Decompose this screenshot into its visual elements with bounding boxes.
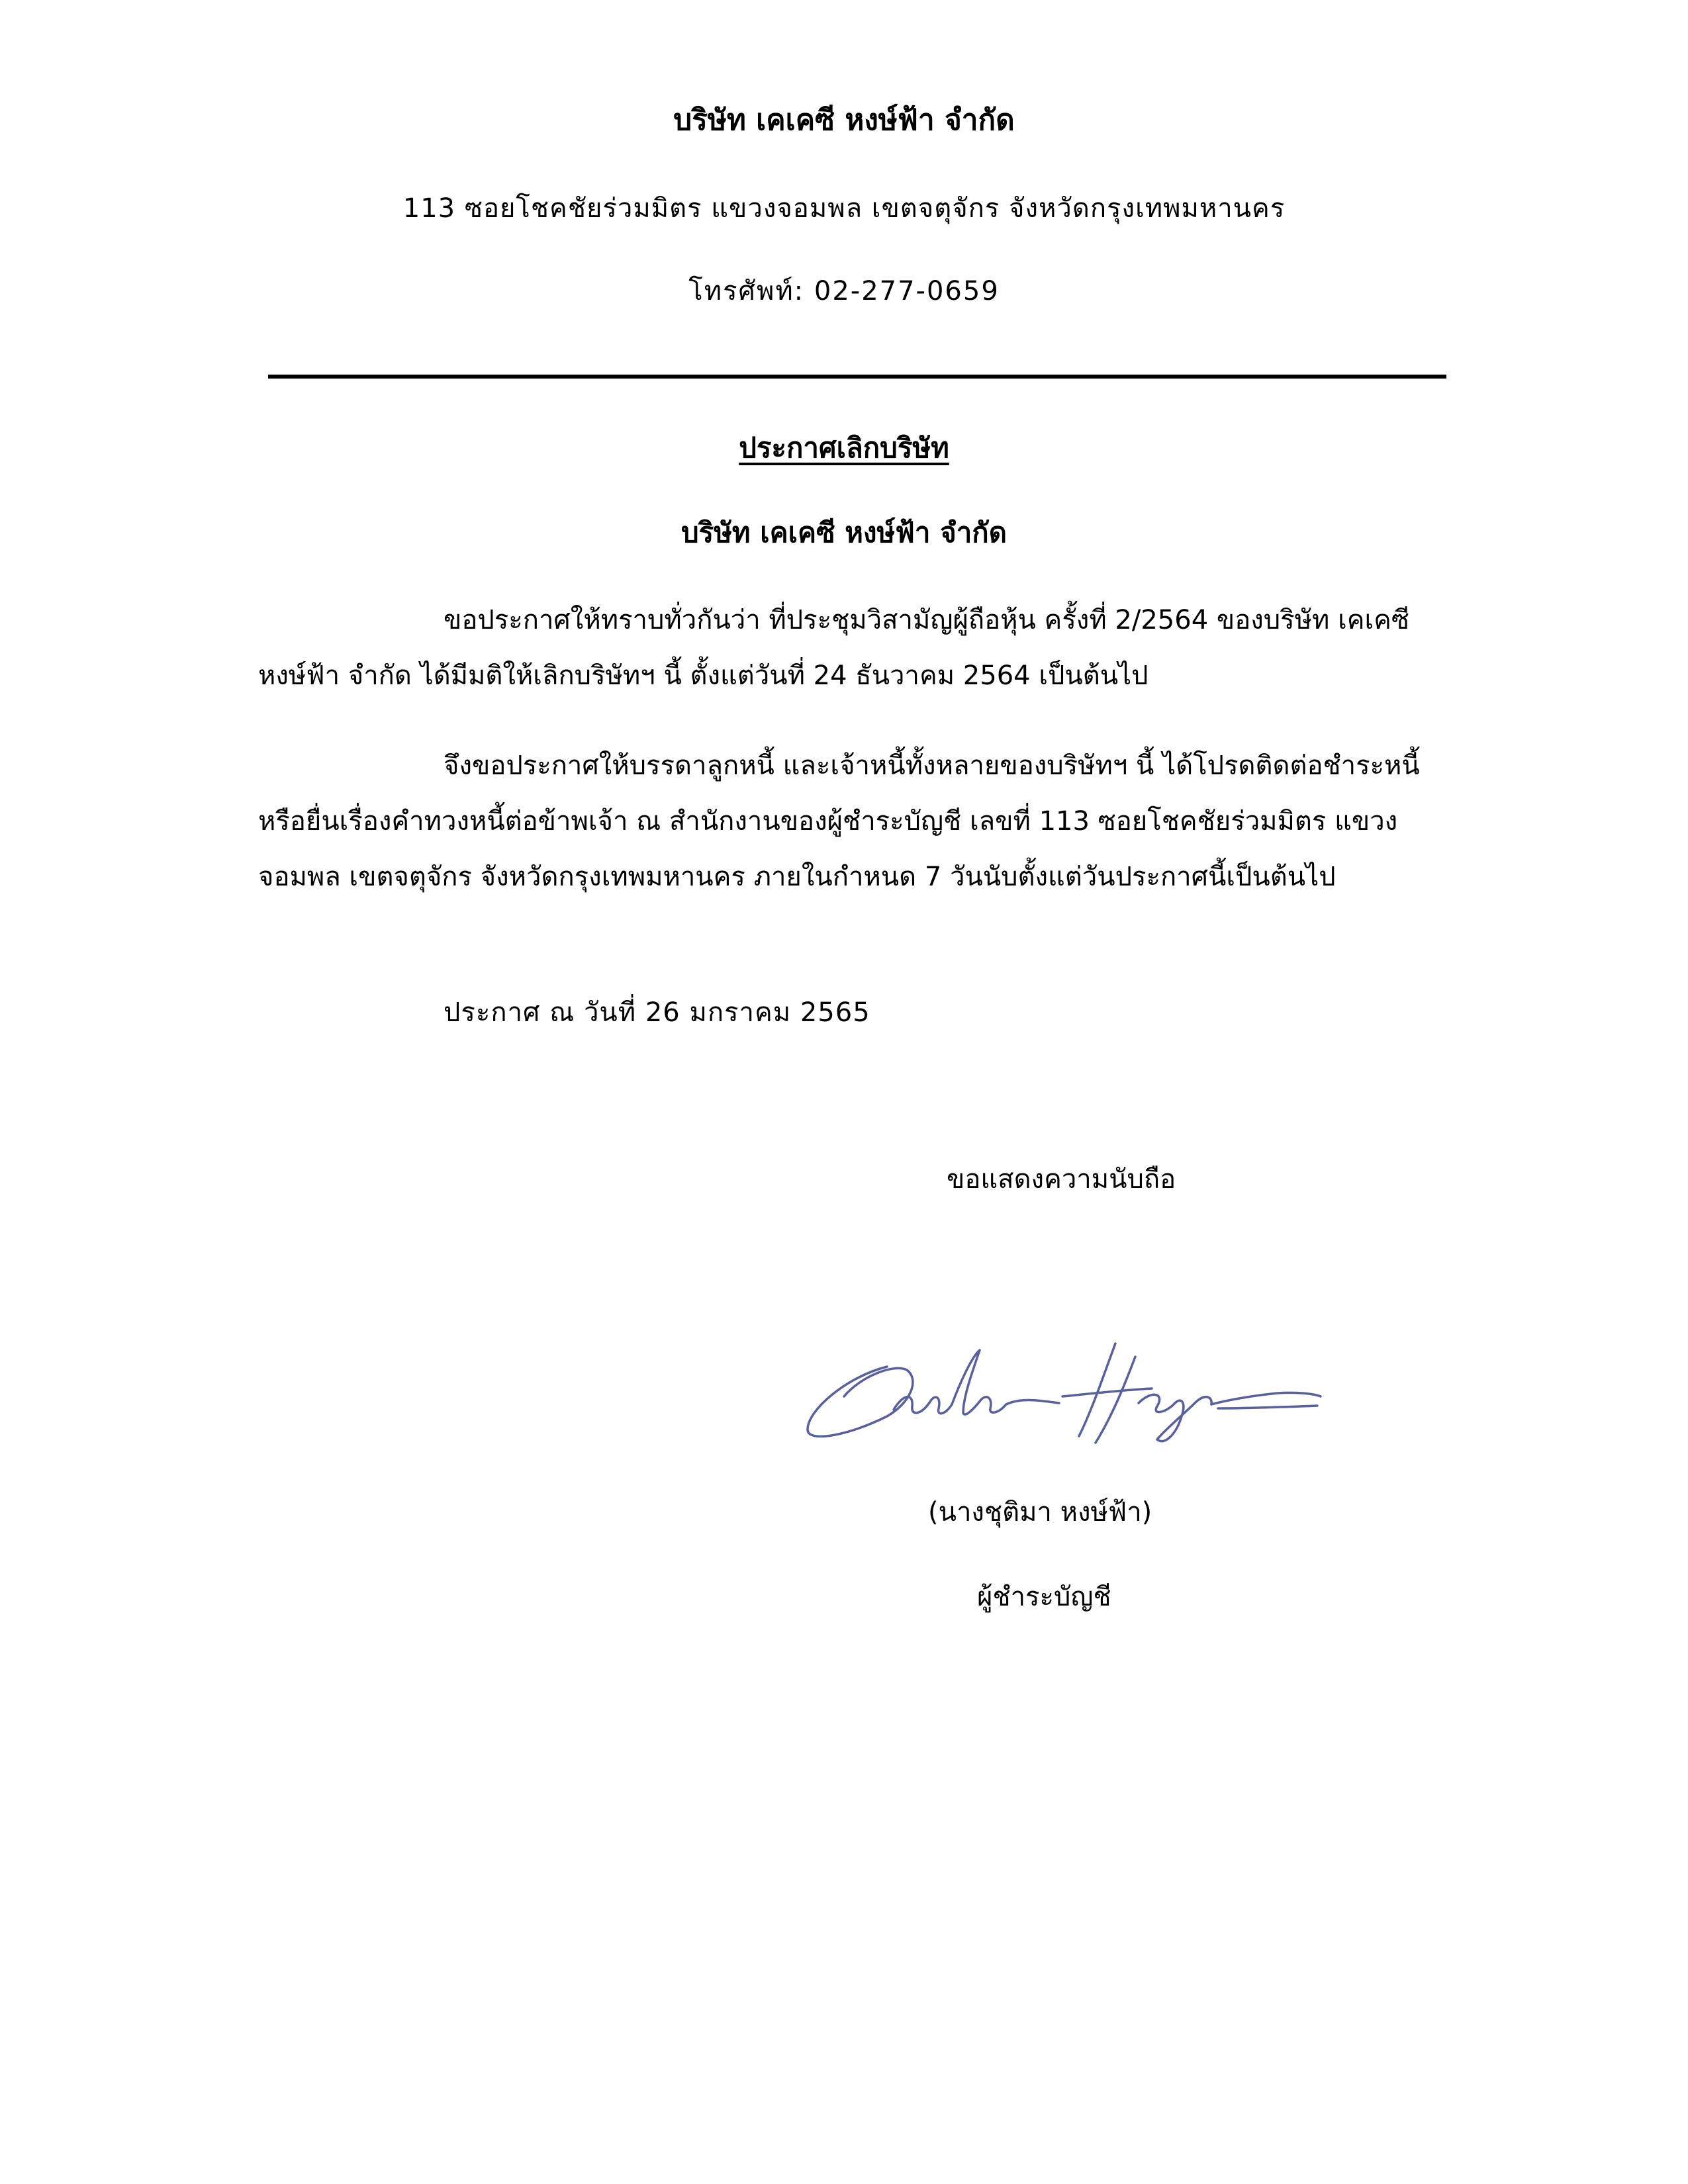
- company-address: 113 ซอยโชคชัยร่วมมิตร แขวงจอมพล เขตจตุจักร จังหวัดกรุงเทพมหานคร: [402, 193, 1286, 224]
- notice-title: ประกาศเลิกบริษัท: [739, 432, 949, 464]
- company-phone: โทรศัพท์: 02-277-0659: [688, 276, 1000, 306]
- signer-title: ผู้ชำระบัญชี: [977, 1582, 1111, 1612]
- header-divider: [268, 375, 1446, 379]
- notice-subtitle: บริษัท เคเคซี หงษ์ฟ้า จำกัด: [681, 516, 1007, 549]
- closing-salutation: ขอแสดงความนับถือ: [947, 1164, 1176, 1195]
- company-name: บริษัท เคเคซี หงษ์ฟ้า จำกัด: [673, 103, 1015, 137]
- notice-paragraph-2: จึงขอประกาศให้บรรดาลูกหนี้ และเจ้าหนี้ทั้งหลายของบริษัทฯ นี้ ได้โปรดติดต่อชำระหนี้ หรือยื่นเรื่องคำทวงหนี้ต่อข้าพเจ้า ณ สำนักงานของผู้ชำระบัญชี เลขที่ 113 ซอยโชคชัยร่วมมิตร แขวงจอมพล เขตจตุจักร จังหวัดกรุงเทพมหานคร ภายในกำหนด 7 วันนับตั้งแต่วันประกาศนี้เป็นต้นไป: [258, 751, 1420, 892]
- notice-date: ประกาศ ณ วันที่ 26 มกราคม 2565: [444, 997, 870, 1028]
- notice-paragraph-1: ขอประกาศให้ทราบทั่วกันว่า ที่ประชุมวิสามัญผู้ถือหุ้น ครั้งที่ 2/2564 ของบริษัท เคเคซี หงษ์ฟ้า จำกัด ได้มีมติให้เลิกบริษัทฯ นี้ ตั้งแต่วันที่ 24 ธันวาคม 2564 เป็นต้นไป: [258, 605, 1410, 691]
- handwritten-signature: [794, 1330, 1324, 1463]
- signer-name: (นางชุติมา หงษ์ฟ้า): [928, 1497, 1152, 1527]
